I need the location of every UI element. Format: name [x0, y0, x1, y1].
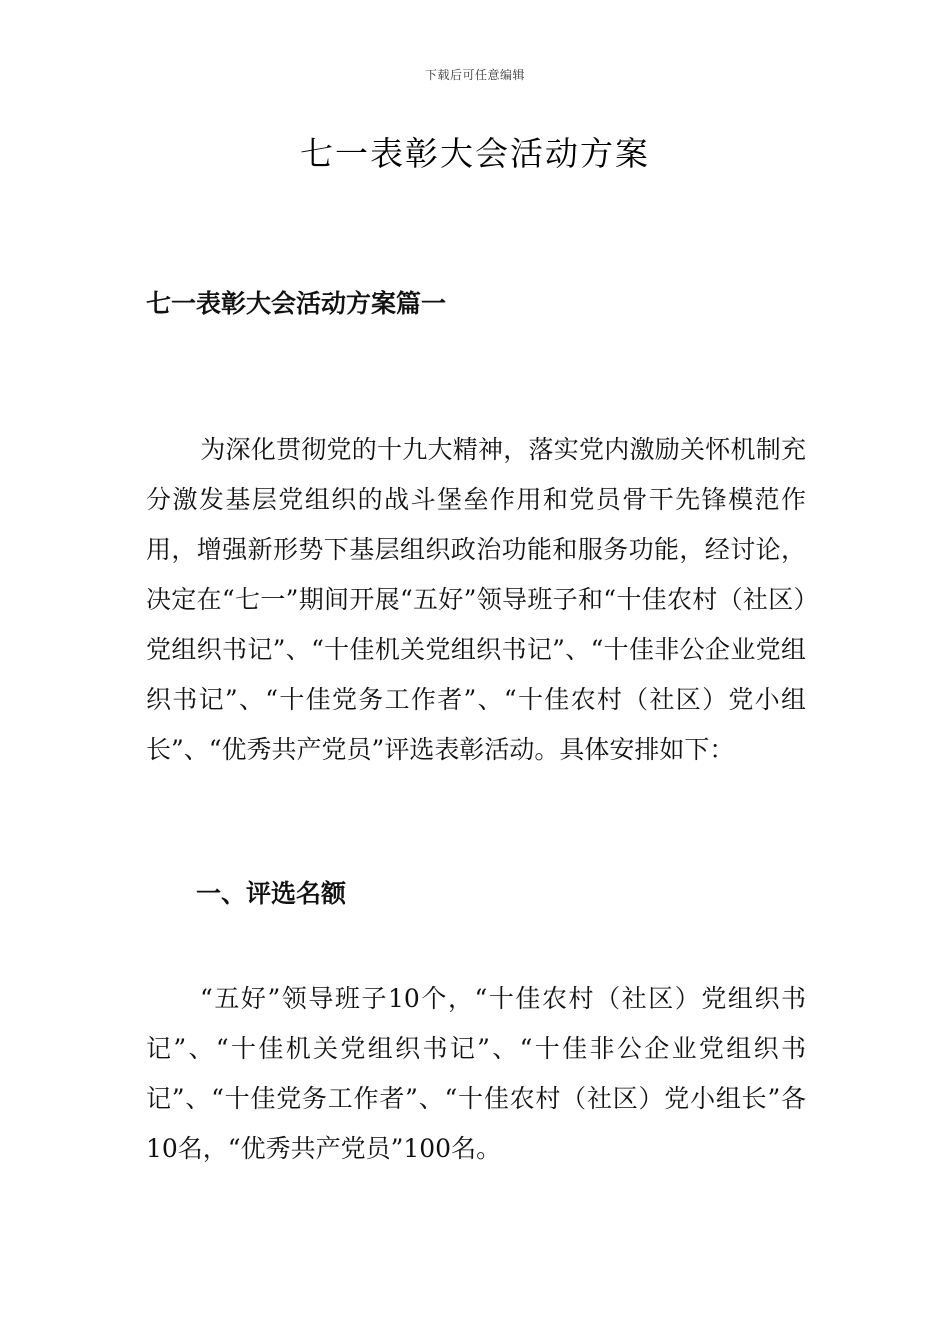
document-title: 七一表彰大会活动方案 — [300, 134, 650, 173]
heading-selection-quota: 一、评选名额 — [196, 879, 347, 908]
paragraph-intro — [146, 425, 806, 775]
section-title: 七一表彰大会活动方案篇一 — [146, 289, 447, 318]
paragraph-quota-text: “五好”领导班子10个，“十佳农村（社区）党组织书记”、“十佳机关党组织书记”、“十佳非公企业党组织书记”、“十佳党务工作者”、“十佳农村（社区）党小组长”各10名，“优秀共产党员”100名。 — [146, 984, 806, 1163]
paragraph-intro-text: 为深化贯彻党的十九大精神，落实党内激励关怀机制充分激发基层党组织的战斗堡垒作用和党员骨干先锋模范作用，增强新形势下基层组织政治功能和服务功能，经讨论，决定在“七一”期间开展“五好”领导班子和“十佳农村（社区）党组织书记”、“十佳机关党组织书记”、“十佳非公企业党组织书记”、“十佳党务工作者”、“十佳农村（社区）党小组长”、“优秀共产党员”评选表彰活动。具体安排如下： — [146, 435, 806, 764]
paragraph-quota — [146, 974, 806, 1174]
header-note: 下载后可任意编辑 — [424, 68, 525, 82]
